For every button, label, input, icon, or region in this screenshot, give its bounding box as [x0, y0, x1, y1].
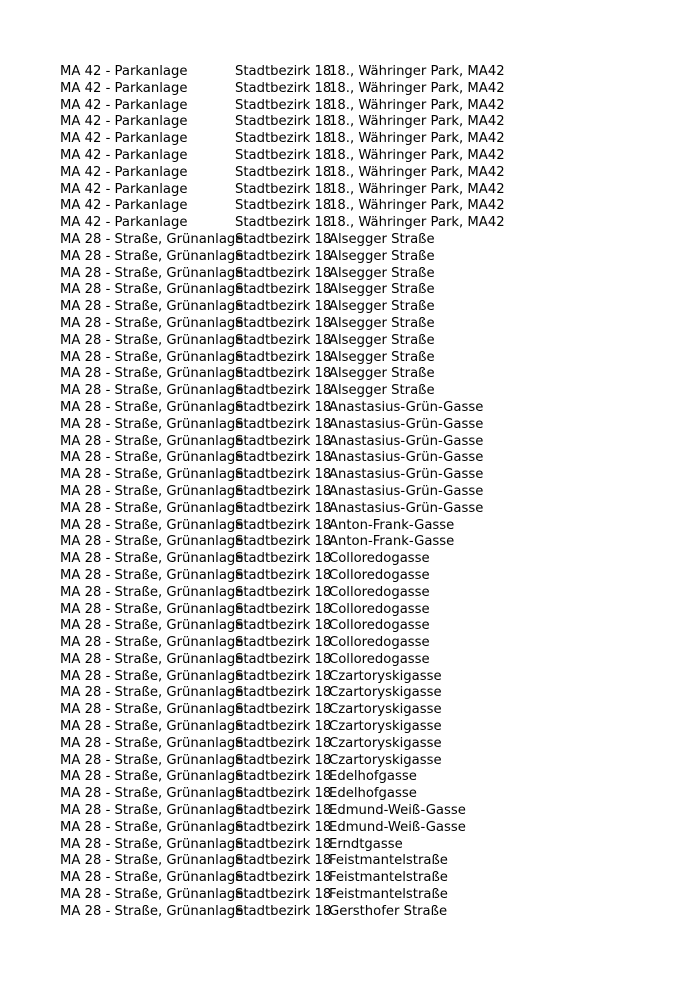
cell-bezeichnung: Alsegger Straße: [329, 231, 435, 247]
cell-bezeichnung: Anastasius-Grün-Gasse: [329, 467, 484, 483]
table-row: [60, 769, 680, 786]
table-row: [60, 333, 680, 350]
table-row: [60, 820, 680, 837]
cell-bezeichnung: Colloredogasse: [329, 551, 430, 567]
cell-bezeichnung: Anton-Frank-Gasse: [329, 534, 455, 550]
cell-bezirk: Stadtbezirk 18: [235, 131, 332, 147]
cell-bezeichnung: 18., Währinger Park, MA42: [329, 215, 505, 231]
cell-bezeichnung: Alsegger Straße: [329, 383, 435, 399]
cell-bezirk: Stadtbezirk 18: [235, 483, 332, 499]
cell-dienststelle: MA 28 - Straße, Grünanlage: [60, 786, 244, 802]
cell-bezirk: Stadtbezirk 18: [235, 80, 332, 96]
cell-dienststelle: MA 28 - Straße, Grünanlage: [60, 517, 244, 533]
table-row: [60, 753, 680, 770]
cell-bezeichnung: Edelhofgasse: [329, 769, 417, 785]
cell-bezirk: Stadtbezirk 18: [235, 618, 332, 634]
table-row: [60, 501, 680, 518]
table-row: [60, 98, 680, 115]
table-row: [60, 904, 680, 921]
cell-dienststelle: MA 28 - Straße, Grünanlage: [60, 315, 244, 331]
cell-dienststelle: MA 28 - Straße, Grünanlage: [60, 618, 244, 634]
cell-bezeichnung: Anastasius-Grün-Gasse: [329, 483, 484, 499]
cell-dienststelle: MA 28 - Straße, Grünanlage: [60, 383, 244, 399]
table-row: [60, 81, 680, 98]
data-table: [60, 64, 680, 921]
table-row: [60, 350, 680, 367]
cell-bezirk: Stadtbezirk 18: [235, 114, 332, 130]
cell-dienststelle: MA 28 - Straße, Grünanlage: [60, 752, 244, 768]
cell-bezeichnung: 18., Währinger Park, MA42: [329, 164, 505, 180]
cell-bezirk: Stadtbezirk 18: [235, 164, 332, 180]
cell-bezirk: Stadtbezirk 18: [235, 97, 332, 113]
cell-dienststelle: MA 28 - Straße, Grünanlage: [60, 685, 244, 701]
cell-bezirk: Stadtbezirk 18: [235, 215, 332, 231]
table-row: [60, 366, 680, 383]
cell-dienststelle: MA 28 - Straße, Grünanlage: [60, 567, 244, 583]
cell-bezirk: Stadtbezirk 18: [235, 500, 332, 516]
table-row: [60, 652, 680, 669]
cell-bezirk: Stadtbezirk 18: [235, 399, 332, 415]
cell-dienststelle: MA 28 - Straße, Grünanlage: [60, 332, 244, 348]
cell-bezeichnung: Alsegger Straße: [329, 332, 435, 348]
cell-dienststelle: MA 28 - Straße, Grünanlage: [60, 534, 244, 550]
cell-dienststelle: MA 28 - Straße, Grünanlage: [60, 551, 244, 567]
table-row: [60, 669, 680, 686]
cell-bezeichnung: Czartoryskigasse: [329, 702, 442, 718]
cell-bezeichnung: Colloredogasse: [329, 601, 430, 617]
cell-bezeichnung: Anastasius-Grün-Gasse: [329, 433, 484, 449]
cell-bezirk: Stadtbezirk 18: [235, 231, 332, 247]
cell-bezirk: Stadtbezirk 18: [235, 719, 332, 735]
cell-dienststelle: MA 42 - Parkanlage: [60, 114, 188, 130]
table-row: [60, 131, 680, 148]
cell-dienststelle: MA 28 - Straße, Grünanlage: [60, 651, 244, 667]
cell-bezeichnung: 18., Währinger Park, MA42: [329, 181, 505, 197]
cell-dienststelle: MA 28 - Straße, Grünanlage: [60, 836, 244, 852]
cell-bezeichnung: Edelhofgasse: [329, 786, 417, 802]
cell-dienststelle: MA 28 - Straße, Grünanlage: [60, 265, 244, 281]
cell-dienststelle: MA 28 - Straße, Grünanlage: [60, 853, 244, 869]
cell-bezirk: Stadtbezirk 18: [235, 819, 332, 835]
cell-dienststelle: MA 42 - Parkanlage: [60, 198, 188, 214]
cell-bezirk: Stadtbezirk 18: [235, 551, 332, 567]
table-row: [60, 182, 680, 199]
table-row: [60, 434, 680, 451]
cell-bezeichnung: 18., Währinger Park, MA42: [329, 80, 505, 96]
table-row: [60, 383, 680, 400]
table-row: [60, 148, 680, 165]
cell-bezirk: Stadtbezirk 18: [235, 903, 332, 919]
cell-bezirk: Stadtbezirk 18: [235, 198, 332, 214]
cell-dienststelle: MA 28 - Straße, Grünanlage: [60, 299, 244, 315]
cell-dienststelle: MA 28 - Straße, Grünanlage: [60, 819, 244, 835]
cell-dienststelle: MA 28 - Straße, Grünanlage: [60, 399, 244, 415]
cell-bezirk: Stadtbezirk 18: [235, 433, 332, 449]
cell-bezirk: Stadtbezirk 18: [235, 853, 332, 869]
cell-dienststelle: MA 28 - Straße, Grünanlage: [60, 719, 244, 735]
cell-bezirk: Stadtbezirk 18: [235, 870, 332, 886]
cell-bezeichnung: Colloredogasse: [329, 618, 430, 634]
cell-bezeichnung: Erndtgasse: [329, 836, 403, 852]
cell-dienststelle: MA 28 - Straße, Grünanlage: [60, 349, 244, 365]
cell-bezeichnung: Anastasius-Grün-Gasse: [329, 399, 484, 415]
cell-bezeichnung: Alsegger Straße: [329, 349, 435, 365]
cell-bezirk: Stadtbezirk 18: [235, 651, 332, 667]
table-row: [60, 870, 680, 887]
cell-bezeichnung: Czartoryskigasse: [329, 668, 442, 684]
table-row: [60, 568, 680, 585]
cell-bezeichnung: 18., Währinger Park, MA42: [329, 131, 505, 147]
cell-bezeichnung: Gersthofer Straße: [329, 903, 448, 919]
cell-bezeichnung: 18., Währinger Park, MA42: [329, 147, 505, 163]
cell-bezirk: Stadtbezirk 18: [235, 282, 332, 298]
cell-bezirk: Stadtbezirk 18: [235, 601, 332, 617]
cell-bezirk: Stadtbezirk 18: [235, 147, 332, 163]
table-row: [60, 266, 680, 283]
cell-bezirk: Stadtbezirk 18: [235, 534, 332, 550]
cell-bezeichnung: Czartoryskigasse: [329, 719, 442, 735]
table-row: [60, 215, 680, 232]
table-row: [60, 702, 680, 719]
cell-bezirk: Stadtbezirk 18: [235, 786, 332, 802]
cell-bezeichnung: Anastasius-Grün-Gasse: [329, 450, 484, 466]
cell-bezirk: Stadtbezirk 18: [235, 366, 332, 382]
cell-bezirk: Stadtbezirk 18: [235, 887, 332, 903]
cell-dienststelle: MA 42 - Parkanlage: [60, 215, 188, 231]
table-row: [60, 853, 680, 870]
cell-bezirk: Stadtbezirk 18: [235, 181, 332, 197]
cell-bezirk: Stadtbezirk 18: [235, 450, 332, 466]
table-row: [60, 450, 680, 467]
cell-bezirk: Stadtbezirk 18: [235, 668, 332, 684]
cell-bezeichnung: 18., Währinger Park, MA42: [329, 198, 505, 214]
cell-bezirk: Stadtbezirk 18: [235, 803, 332, 819]
cell-dienststelle: MA 28 - Straße, Grünanlage: [60, 282, 244, 298]
cell-dienststelle: MA 42 - Parkanlage: [60, 131, 188, 147]
cell-dienststelle: MA 28 - Straße, Grünanlage: [60, 231, 244, 247]
table-row: [60, 299, 680, 316]
cell-dienststelle: MA 28 - Straße, Grünanlage: [60, 450, 244, 466]
cell-dienststelle: MA 42 - Parkanlage: [60, 181, 188, 197]
cell-dienststelle: MA 28 - Straße, Grünanlage: [60, 248, 244, 264]
table-row: [60, 114, 680, 131]
cell-bezeichnung: Alsegger Straße: [329, 265, 435, 281]
cell-bezeichnung: Colloredogasse: [329, 584, 430, 600]
cell-bezirk: Stadtbezirk 18: [235, 248, 332, 264]
cell-bezeichnung: Feistmantelstraße: [329, 853, 448, 869]
cell-bezirk: Stadtbezirk 18: [235, 735, 332, 751]
table-row: [60, 551, 680, 568]
table-row: [60, 165, 680, 182]
cell-bezeichnung: Alsegger Straße: [329, 299, 435, 315]
table-row: [60, 618, 680, 635]
cell-bezirk: Stadtbezirk 18: [235, 836, 332, 852]
cell-dienststelle: MA 28 - Straße, Grünanlage: [60, 803, 244, 819]
cell-dienststelle: MA 42 - Parkanlage: [60, 97, 188, 113]
cell-bezirk: Stadtbezirk 18: [235, 265, 332, 281]
cell-bezirk: Stadtbezirk 18: [235, 752, 332, 768]
cell-bezeichnung: Anastasius-Grün-Gasse: [329, 416, 484, 432]
cell-bezeichnung: Czartoryskigasse: [329, 752, 442, 768]
cell-dienststelle: MA 42 - Parkanlage: [60, 147, 188, 163]
cell-bezeichnung: Feistmantelstraße: [329, 887, 448, 903]
cell-dienststelle: MA 28 - Straße, Grünanlage: [60, 769, 244, 785]
table-row: [60, 803, 680, 820]
cell-bezirk: Stadtbezirk 18: [235, 685, 332, 701]
cell-dienststelle: MA 42 - Parkanlage: [60, 164, 188, 180]
table-row: [60, 249, 680, 266]
cell-bezeichnung: Alsegger Straße: [329, 315, 435, 331]
cell-bezirk: Stadtbezirk 18: [235, 315, 332, 331]
table-row: [60, 635, 680, 652]
table-row: [60, 518, 680, 535]
table-row: [60, 282, 680, 299]
cell-bezirk: Stadtbezirk 18: [235, 567, 332, 583]
cell-bezirk: Stadtbezirk 18: [235, 332, 332, 348]
table-row: [60, 316, 680, 333]
table-row: [60, 685, 680, 702]
cell-bezeichnung: Anton-Frank-Gasse: [329, 517, 455, 533]
cell-dienststelle: MA 28 - Straße, Grünanlage: [60, 500, 244, 516]
cell-bezirk: Stadtbezirk 18: [235, 299, 332, 315]
cell-dienststelle: MA 28 - Straße, Grünanlage: [60, 601, 244, 617]
cell-bezeichnung: Alsegger Straße: [329, 366, 435, 382]
cell-bezirk: Stadtbezirk 18: [235, 702, 332, 718]
cell-dienststelle: MA 28 - Straße, Grünanlage: [60, 668, 244, 684]
cell-dienststelle: MA 42 - Parkanlage: [60, 80, 188, 96]
table-row: [60, 467, 680, 484]
cell-bezirk: Stadtbezirk 18: [235, 584, 332, 600]
cell-bezeichnung: Colloredogasse: [329, 651, 430, 667]
cell-dienststelle: MA 42 - Parkanlage: [60, 64, 188, 79]
cell-bezirk: Stadtbezirk 18: [235, 517, 332, 533]
table-row: [60, 602, 680, 619]
table-row: [60, 484, 680, 501]
cell-bezirk: Stadtbezirk 18: [235, 769, 332, 785]
cell-bezeichnung: Czartoryskigasse: [329, 735, 442, 751]
cell-bezeichnung: 18., Währinger Park, MA42: [329, 97, 505, 113]
cell-bezirk: Stadtbezirk 18: [235, 467, 332, 483]
cell-dienststelle: MA 28 - Straße, Grünanlage: [60, 483, 244, 499]
table-row: [60, 719, 680, 736]
table-row: [60, 198, 680, 215]
cell-dienststelle: MA 28 - Straße, Grünanlage: [60, 903, 244, 919]
cell-dienststelle: MA 28 - Straße, Grünanlage: [60, 870, 244, 886]
cell-bezirk: Stadtbezirk 18: [235, 349, 332, 365]
table-row: [60, 887, 680, 904]
table-row: [60, 786, 680, 803]
table-row: [60, 64, 680, 81]
table-row: [60, 837, 680, 854]
cell-dienststelle: MA 28 - Straße, Grünanlage: [60, 366, 244, 382]
cell-dienststelle: MA 28 - Straße, Grünanlage: [60, 735, 244, 751]
cell-dienststelle: MA 28 - Straße, Grünanlage: [60, 467, 244, 483]
cell-bezeichnung: Alsegger Straße: [329, 248, 435, 264]
table-row: [60, 585, 680, 602]
cell-bezeichnung: Anastasius-Grün-Gasse: [329, 500, 484, 516]
table-row: [60, 417, 680, 434]
table-row: [60, 400, 680, 417]
cell-bezeichnung: Edmund-Weiß-Gasse: [329, 803, 466, 819]
cell-bezeichnung: Colloredogasse: [329, 635, 430, 651]
cell-dienststelle: MA 28 - Straße, Grünanlage: [60, 702, 244, 718]
cell-dienststelle: MA 28 - Straße, Grünanlage: [60, 433, 244, 449]
cell-bezirk: Stadtbezirk 18: [235, 416, 332, 432]
table-row: [60, 534, 680, 551]
cell-bezeichnung: Edmund-Weiß-Gasse: [329, 819, 466, 835]
cell-bezirk: Stadtbezirk 18: [235, 383, 332, 399]
cell-bezeichnung: Colloredogasse: [329, 567, 430, 583]
cell-bezeichnung: Czartoryskigasse: [329, 685, 442, 701]
cell-bezirk: Stadtbezirk 18: [235, 635, 332, 651]
cell-bezeichnung: Feistmantelstraße: [329, 870, 448, 886]
cell-dienststelle: MA 28 - Straße, Grünanlage: [60, 416, 244, 432]
table-row: [60, 232, 680, 249]
cell-dienststelle: MA 28 - Straße, Grünanlage: [60, 584, 244, 600]
cell-dienststelle: MA 28 - Straße, Grünanlage: [60, 635, 244, 651]
cell-dienststelle: MA 28 - Straße, Grünanlage: [60, 887, 244, 903]
cell-bezirk: Stadtbezirk 18: [235, 64, 332, 79]
cell-bezeichnung: 18., Währinger Park, MA42: [329, 114, 505, 130]
cell-bezeichnung: 18., Währinger Park, MA42: [329, 64, 505, 79]
cell-bezeichnung: Alsegger Straße: [329, 282, 435, 298]
table-row: [60, 736, 680, 753]
